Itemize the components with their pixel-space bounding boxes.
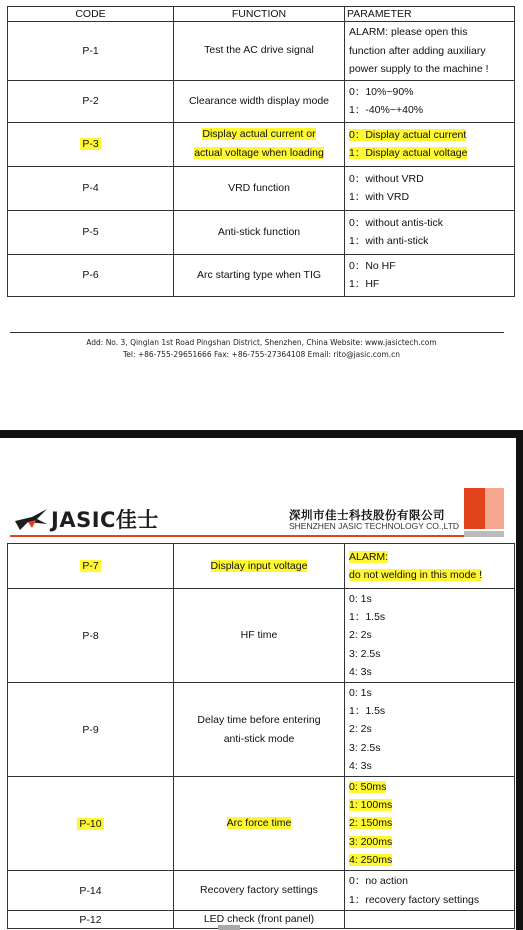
row-parameter bbox=[345, 22, 515, 81]
function-line: Delay time before entering bbox=[197, 713, 321, 726]
param-line: 0：Display actual current bbox=[349, 128, 467, 141]
param-line: 1：-40%~+40% bbox=[349, 104, 424, 116]
row-function bbox=[174, 683, 345, 777]
code-highlight: P-10 bbox=[79, 817, 102, 830]
row-code: P-6 bbox=[8, 254, 174, 296]
row-parameter bbox=[345, 122, 515, 166]
row-parameter bbox=[345, 683, 515, 777]
function-line: Clearance width display mode bbox=[188, 94, 330, 107]
param-line: ALARM: bbox=[349, 550, 389, 563]
param-line: 0：without antis-tick bbox=[349, 216, 443, 229]
param-line: 1：with VRD bbox=[349, 191, 410, 203]
parameter-table-1 bbox=[7, 6, 515, 297]
table-row bbox=[8, 683, 515, 777]
function-line: Test the AC drive signal bbox=[204, 44, 314, 57]
row-function bbox=[174, 589, 345, 683]
param-line: 1: 100ms bbox=[349, 799, 393, 812]
table-row-highlighted bbox=[8, 777, 515, 871]
table-row bbox=[8, 80, 515, 122]
footer-divider bbox=[10, 332, 504, 333]
table-row bbox=[8, 871, 515, 911]
param-line: 0：no action bbox=[349, 875, 408, 888]
brand-block-gray bbox=[464, 531, 504, 537]
page-break-bar bbox=[0, 430, 523, 438]
row-code: P-1 bbox=[8, 22, 174, 81]
code-highlight: P-7 bbox=[82, 560, 99, 572]
row-parameter bbox=[345, 777, 515, 871]
param-line: 1：1.5s bbox=[349, 611, 386, 624]
table-row bbox=[8, 254, 515, 296]
function-line: Arc force time bbox=[226, 817, 292, 830]
company-name-cn: 深圳市佳士科技股份有限公司 bbox=[289, 508, 445, 522]
function-line: Arc starting type when TIG bbox=[196, 268, 322, 281]
footer-contact: Tel: +86-755-29651666 Fax: +86-755-27364108 Email: rito@jasic.com.cn bbox=[122, 350, 401, 359]
row-function bbox=[174, 911, 345, 929]
param-line: function after adding auxiliary bbox=[349, 44, 486, 57]
function-line: actual voltage when loading bbox=[194, 147, 324, 159]
row-function bbox=[174, 22, 345, 81]
function-line: LED check (front panel) bbox=[203, 913, 315, 926]
footer-address: Add: No. 3, Qinglan 1st Road Pingshan District, Shenzhen, China Website: www.jasictech.com bbox=[86, 338, 437, 347]
param-line: 3: 2.5s bbox=[349, 647, 381, 660]
brand-block-light bbox=[485, 488, 504, 529]
row-function bbox=[174, 777, 345, 871]
table-row bbox=[8, 22, 515, 81]
row-function bbox=[174, 80, 345, 122]
brand-block-dark bbox=[464, 488, 485, 529]
param-line: 0: 1s bbox=[349, 687, 372, 700]
row-function bbox=[174, 544, 345, 589]
table-row bbox=[8, 210, 515, 254]
param-line: 2: 150ms bbox=[349, 817, 393, 830]
param-line: 1：1.5s bbox=[349, 705, 386, 718]
param-line: 4: 250ms bbox=[349, 853, 393, 866]
code-highlight: P-3 bbox=[82, 138, 99, 150]
table-row-highlighted bbox=[8, 122, 515, 166]
row-code: P-9 bbox=[8, 683, 174, 777]
param-line: 0: 50ms bbox=[349, 781, 387, 794]
row-code bbox=[8, 777, 174, 871]
jasic-logo-icon bbox=[14, 506, 48, 532]
row-code: P-2 bbox=[8, 80, 174, 122]
row-code: P-12 bbox=[8, 911, 174, 929]
table-row bbox=[8, 589, 515, 683]
row-parameter bbox=[345, 589, 515, 683]
param-line: 3: 200ms bbox=[349, 835, 393, 848]
parameter-table-2 bbox=[7, 543, 515, 929]
function-line: Anti-stick function bbox=[217, 225, 301, 238]
param-line: 2: 2s bbox=[349, 723, 372, 736]
row-parameter bbox=[345, 254, 515, 296]
header-function: FUNCTION bbox=[174, 7, 345, 22]
function-line: Display actual current or bbox=[202, 128, 316, 140]
row-parameter bbox=[345, 871, 515, 911]
table-row bbox=[8, 911, 515, 929]
header-code: CODE bbox=[8, 7, 174, 22]
function-line: Display input voltage bbox=[210, 559, 308, 572]
table-row-highlighted bbox=[8, 544, 515, 589]
param-line: 4: 3s bbox=[349, 759, 372, 772]
param-line: 1：recovery factory settings bbox=[349, 893, 480, 906]
param-line: 0：No HF bbox=[349, 259, 396, 272]
function-line: Recovery factory settings bbox=[200, 884, 318, 897]
right-edge-bar bbox=[516, 438, 523, 930]
row-parameter bbox=[345, 911, 515, 929]
jasic-logo bbox=[14, 504, 159, 534]
row-function bbox=[174, 871, 345, 911]
function-line: VRD function bbox=[228, 181, 290, 194]
param-line: 0：without VRD bbox=[349, 172, 424, 185]
param-line: 1：HF bbox=[349, 278, 380, 290]
row-parameter bbox=[345, 80, 515, 122]
row-parameter bbox=[345, 166, 515, 210]
param-line: 3: 2.5s bbox=[349, 741, 381, 754]
row-parameter bbox=[345, 544, 515, 589]
param-line: ALARM: please open this bbox=[349, 26, 468, 38]
row-code: P-5 bbox=[8, 210, 174, 254]
company-name-en: SHENZHEN JASIC TECHNOLOGY CO.,LTD bbox=[289, 521, 460, 531]
param-line: 0: 1s bbox=[349, 593, 372, 605]
row-function bbox=[174, 166, 345, 210]
row-parameter bbox=[345, 210, 515, 254]
logo-text: JASIC佳士 bbox=[51, 508, 159, 532]
row-function bbox=[174, 122, 345, 166]
row-code: P-14 bbox=[8, 871, 174, 911]
row-code: P-8 bbox=[8, 589, 174, 683]
row-code bbox=[8, 544, 174, 589]
param-line: 1：with anti-stick bbox=[349, 235, 429, 247]
param-line: 0：10%~90% bbox=[349, 85, 414, 98]
row-code bbox=[8, 122, 174, 166]
param-line: power supply to the machine ! bbox=[349, 63, 489, 75]
row-code: P-4 bbox=[8, 166, 174, 210]
header-rule bbox=[10, 535, 464, 537]
param-line: 2: 2s bbox=[349, 629, 372, 642]
row-function bbox=[174, 210, 345, 254]
param-line: 4: 3s bbox=[349, 665, 372, 678]
table-header-row bbox=[8, 7, 515, 22]
scrollbar-thumb[interactable] bbox=[218, 925, 240, 930]
param-line: do not welding in this mode ! bbox=[349, 569, 483, 581]
table-row bbox=[8, 166, 515, 210]
param-line: 1：Display actual voltage bbox=[349, 147, 468, 159]
function-line: anti-stick mode bbox=[223, 732, 295, 745]
header-parameter: PARAMETER bbox=[345, 7, 515, 22]
row-function bbox=[174, 254, 345, 296]
function-line: HF time bbox=[240, 629, 278, 641]
